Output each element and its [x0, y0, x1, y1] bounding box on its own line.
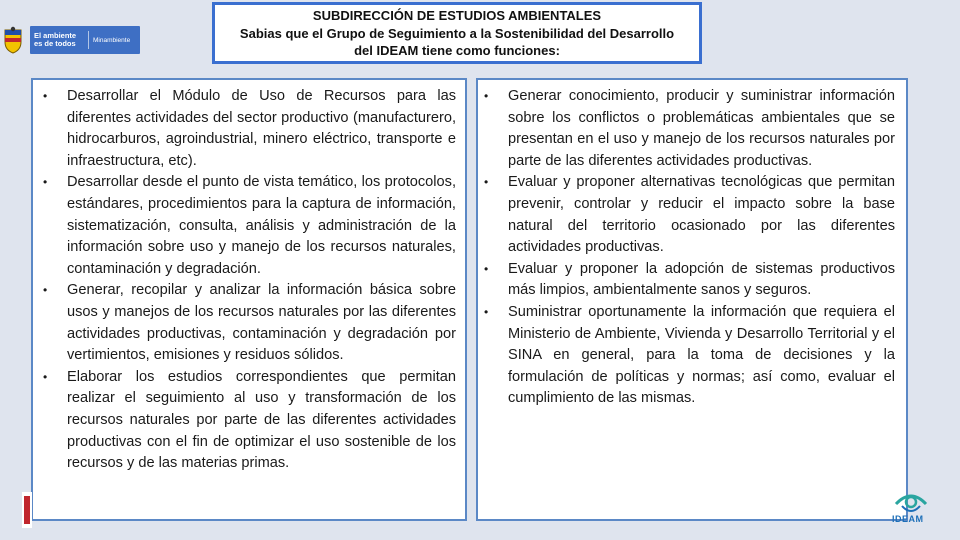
list-item: • Generar, recopilar y analizar la información básica sobre usos y manejos de los recursos naturales por las diferentes actividades productivas, contaminación y degradación por vertimientos, emisiones y residuos sólidos. [67, 280, 456, 366]
page-title-box [212, 2, 702, 64]
left-functions-list [67, 86, 456, 475]
list-item: • Generar conocimiento, producir y suministrar información sobre los conflictos o problemáticas ambientales que se presentan en el uso y manejo de los recursos naturales por parte de las diferentes actividades productivas. [508, 86, 895, 172]
minambiente-logo [2, 24, 142, 56]
brand-badge [30, 26, 140, 54]
brand-divider [88, 31, 89, 49]
left-functions-panel [31, 78, 467, 521]
right-functions-panel [476, 78, 908, 521]
brand-slogan: El ambiente es de todos [34, 31, 77, 48]
list-item: • Elaborar los estudios correspondientes que permitan realizar el seguimiento al uso y transformación de los recursos naturales por parte de las diferentes actividades productivas con el fin de optimizar el uso sostenible de los recursos y de las materias primas. [67, 367, 456, 475]
list-item: • Desarrollar desde el punto de vista temático, los protocolos, estándares, procedimientos para la captura de información, sistematización, consulta, análisis y administración de la información sobre uso y manejo de los recursos naturales, contaminación y degradación. [67, 172, 456, 280]
ideam-wordmark: IDEAM [892, 514, 924, 524]
partner-logo-mark [24, 496, 30, 524]
list-item: • Desarrollar el Módulo de Uso de Recursos para las diferentes actividades del sector productivo (manufacturero, hidrocarburos, agroindustrial, minero eléctrico, transporte e infraestructura, etc). [67, 86, 456, 172]
partner-logo [22, 492, 32, 528]
list-item: • Evaluar y proponer la adopción de sistemas productivos más limpios, ambientalmente sanos y seguros. [508, 259, 895, 302]
page-subtitle-line-2: del IDEAM tiene como funciones: [354, 43, 560, 58]
brand-ministry: Minambiente [93, 36, 131, 44]
page-subtitle-line-1: Sabias que el Grupo de Seguimiento a la Sostenibilidad del Desarrollo [239, 25, 675, 41]
page-title: SUBDIRECCIÓN DE ESTUDIOS AMBIENTALES [312, 8, 602, 23]
list-item: • Suministrar oportunamente la información que requiera el Ministerio de Ambiente, Vivienda y Desarrollo Territorial y el SINA en general, para la toma de decisiones y la formulación de políticas y normas; así como, evaluar el cumplimiento de las mismas. [508, 302, 895, 410]
list-item: • Evaluar y proponer alternativas tecnológicas que permitan prevenir, controlar y reducir el impacto sobre la base natural del territorio ocasionado por las diferentes actividades productivas. [508, 172, 895, 258]
colombia-coat-of-arms-icon [2, 26, 24, 54]
right-functions-list [508, 86, 895, 410]
